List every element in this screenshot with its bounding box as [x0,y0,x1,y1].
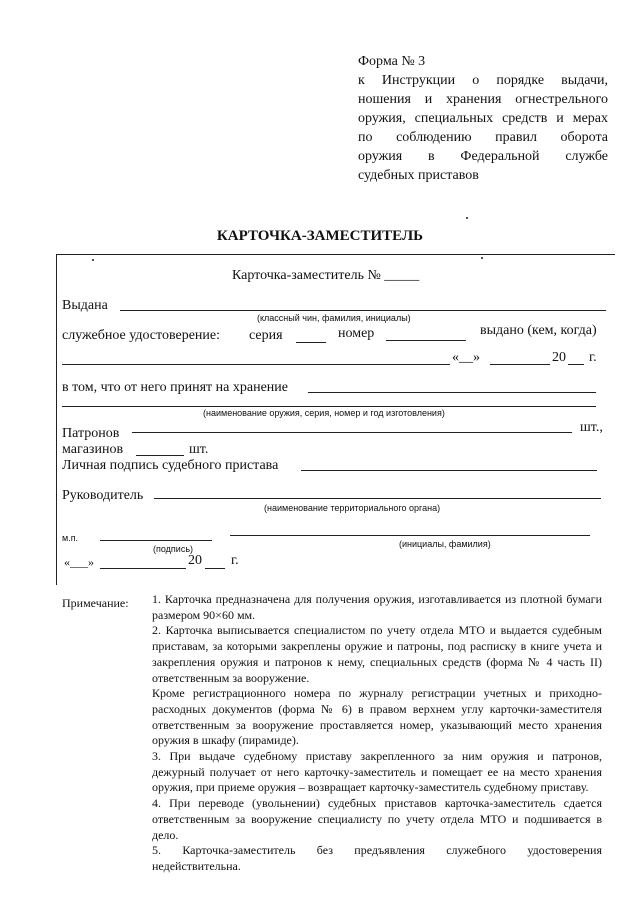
head-field[interactable] [154,498,601,499]
signature-line[interactable] [100,540,212,541]
cartridges-field[interactable] [132,432,572,433]
header-line: ношения и хранения огнестрельного [358,92,608,107]
accepted-label: в том, что от него принят на хранение [62,380,289,395]
date-month-field[interactable] [490,364,550,365]
stamp-label: м.п. [62,533,79,543]
date-year-suffix: г. [589,350,597,365]
note-item: 3. При выдаче судебному приставу закрепленного за ним оружия и патронов, дежурный получает от него карточку-заместитель и помещает ее на место хранения оружия, при приеме оружия – возвращает карточку-заместитель судебному приставу. [152,749,602,795]
number-field[interactable] [386,340,466,341]
header-line: оружия в Федеральной службе [358,149,608,164]
bottom-year: 20 [188,553,202,568]
bottom-year-field[interactable] [205,568,225,569]
issued-hint: (классный чин, фамилия, инициалы) [257,313,411,323]
form-reference-header [358,52,608,185]
series-label: серия [249,328,283,343]
scan-speck [481,257,483,259]
notes-label: Примечание: [62,596,129,610]
weapon-hint: (наименование оружия, серия, номер и год изготовления) [203,408,445,418]
scan-speck [92,259,94,261]
issued-field[interactable] [120,310,606,311]
number-label: номер [338,326,375,341]
notes-list [152,592,602,875]
accepted-field[interactable] [308,392,596,393]
cartridges-pcs: шт., [580,420,603,435]
bottom-date-month-field[interactable] [100,568,186,569]
signature-field[interactable] [301,470,597,471]
initials-line[interactable] [230,535,590,536]
scan-speck [466,217,468,219]
series-field[interactable] [296,342,326,343]
weapon-field[interactable] [62,406,596,407]
header-line: судебных приставов [358,168,479,183]
card-heading: Карточка-заместитель № _____ [232,268,420,283]
magazines-label: магазинов [62,442,124,457]
date-year-prefix: 20 [552,350,566,365]
id-card-label: служебное удостоверение: [62,328,220,343]
signature-hint: (подпись) [153,544,194,554]
bottom-date-quote: «___» [64,555,94,569]
note-item: 2. Карточка выписывается специалистом по учету отдела МТО и выдается судебным приставам, за которыми закреплены оружие и патроны, под расписку в книге учета и закрепления оружия и патронов к нему, специальных средств (форма № 4 часть II) ответственным за вооружение. [152,623,602,685]
signature-label: Личная подпись судебного пристава [62,458,279,473]
header-line: по соблюдению правил оборота [358,130,608,145]
form-number: Форма № 3 [358,54,426,69]
issued-by-label: выдано (кем, когда) [480,323,597,338]
header-line: к Инструкции о порядке выдачи, [358,73,608,88]
page-title: КАРТОЧКА-ЗАМЕСТИТЕЛЬ [216,228,424,244]
date-year-field[interactable] [568,364,584,365]
initials-hint: (инициалы, фамилия) [399,539,491,549]
issued-by-field[interactable] [62,364,450,365]
bottom-year-suffix: г. [231,553,239,568]
note-item: 1. Карточка предназначена для получения оружия, изготавливается из плотной бумаги размером 90×60 мм. [152,592,602,622]
note-item: 4. При переводе (увольнении) судебных приставов карточка-заместитель сдается ответственным за вооружение специалисту по учету отдела МТО и подшивается в дело. [152,796,602,842]
cartridges-label: Патронов [62,426,120,441]
magazines-pcs: шт. [189,442,209,457]
magazines-field[interactable] [136,455,184,456]
territorial-hint: (наименование территориального органа) [264,503,441,513]
header-line: оружия, специальных средств и мерах [358,111,608,126]
note-item: Кроме регистрационного номера по журналу регистрации учетных и приходно-расходных документов (форма № 6) в правом верхнем углу карточки-заместителя ответственным за вооружение проставляется номер, указывающий место хранения оружия в шкафу (пирамиде). [152,686,602,748]
note-item: 5. Карточка-заместитель без предъявления служебного удостоверения недействительна. [152,843,602,873]
issued-label: Выдана [62,298,108,313]
head-label: Руководитель [62,488,144,503]
date-day-quote: «__» [452,350,480,365]
